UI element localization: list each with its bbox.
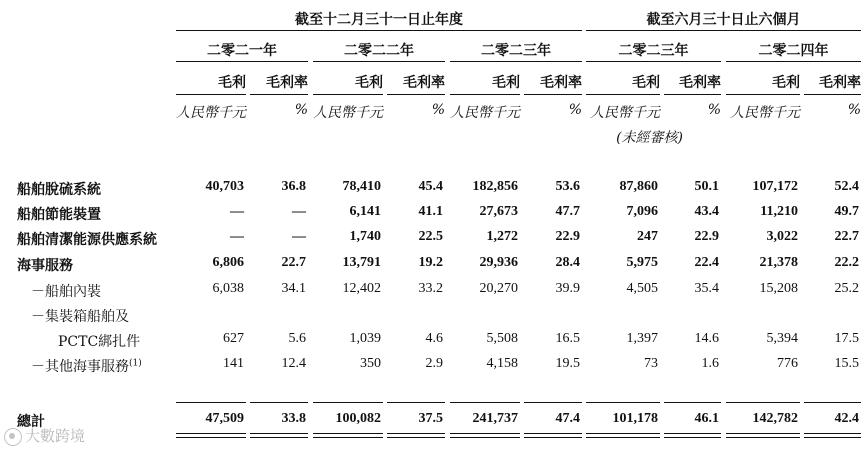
half-year-header-rule — [586, 30, 861, 31]
double-underline — [664, 437, 721, 438]
watermark — [4, 425, 85, 446]
cell-gp-2021: 627 — [223, 331, 244, 346]
gross-profit-header: 毛利 — [772, 75, 800, 91]
double-underline — [586, 437, 660, 438]
total-label: 總計 — [17, 414, 45, 430]
cell-gp-h1-2024: 15,208 — [759, 281, 798, 296]
cell-gp-h1-2023: 87,860 — [619, 179, 658, 194]
gross-margin-header: 毛利率 — [540, 75, 582, 91]
gross-margin-header: 毛利率 — [679, 75, 721, 91]
cell-gp-h1-2023: 7,096 — [626, 204, 658, 219]
double-underline — [450, 433, 520, 434]
cell-gm-h1-2023: 35.4 — [694, 281, 719, 296]
double-underline — [804, 433, 861, 434]
subtotal-rule — [664, 402, 721, 403]
cell-gp-2021: 6,038 — [212, 281, 244, 296]
row-label — [17, 255, 73, 275]
total-gm-2022: 37.5 — [418, 411, 443, 426]
unit-rmb-thousand: 人民幣千元 — [450, 105, 520, 121]
cell-gm-2023: 16.5 — [555, 331, 580, 346]
cell-gm-2021: — — [292, 204, 306, 219]
cell-gp-h1-2023: 4,505 — [626, 281, 658, 296]
metric-rule — [450, 94, 520, 95]
double-underline — [726, 433, 800, 434]
year-rule — [313, 61, 445, 62]
cell-gm-h1-2024: 22.2 — [834, 255, 859, 270]
cell-gm-2022: 45.4 — [418, 179, 443, 194]
subtotal-rule — [586, 402, 660, 403]
cell-gp-2021: — — [230, 229, 244, 244]
cell-gm-h1-2024: 22.7 — [834, 229, 859, 244]
double-underline — [804, 437, 861, 438]
row-label-text: －船舶內裝 — [31, 284, 101, 300]
year-2022-header: 二零二二年 — [344, 43, 414, 59]
half-2023-header: 二零二三年 — [618, 43, 689, 59]
cell-gm-2022: 4.6 — [425, 331, 443, 346]
cell-gm-h1-2024: 25.2 — [834, 281, 859, 296]
double-underline — [524, 433, 582, 434]
gross-profit-header: 毛利 — [632, 75, 660, 91]
cell-gp-2022: 12,402 — [342, 281, 381, 296]
cell-gp-2021: 40,703 — [205, 179, 244, 194]
cell-gm-2021: 12.4 — [281, 356, 306, 371]
row-label — [17, 204, 101, 224]
cell-gm-2023: 19.5 — [555, 356, 580, 371]
subtotal-rule — [726, 402, 800, 403]
cell-gm-h1-2023: 22.9 — [694, 229, 719, 244]
metric-rule — [313, 94, 383, 95]
annual-header-rule — [176, 30, 582, 31]
cell-gp-2022: 1,039 — [349, 331, 381, 346]
total-gp-2023: 241,737 — [472, 411, 518, 426]
cell-gp-h1-2024: 11,210 — [760, 204, 798, 219]
double-underline — [387, 433, 445, 434]
cell-gm-2022: 33.2 — [418, 281, 443, 296]
double-underline — [176, 437, 246, 438]
gross-margin-header: 毛利率 — [266, 75, 308, 91]
cell-gm-2021: 22.7 — [281, 255, 306, 270]
cell-gp-h1-2024: 776 — [777, 356, 798, 371]
unaudited-note: (未經審核) — [616, 130, 683, 146]
double-underline — [387, 437, 445, 438]
unit-percent: % — [294, 102, 308, 118]
cell-gp-2021: — — [230, 204, 244, 219]
cell-gm-h1-2023: 43.4 — [694, 204, 719, 219]
row-label-text: 船舶脫硫系統 — [17, 182, 101, 198]
year-2021-header: 二零二一年 — [207, 43, 277, 59]
total-gp-2022: 100,082 — [335, 411, 381, 426]
cell-gp-h1-2023: 5,975 — [626, 255, 658, 270]
cell-gp-2023: 5,508 — [486, 331, 518, 346]
cell-gp-2022: 350 — [360, 356, 381, 371]
cell-gm-h1-2024: 17.5 — [834, 331, 859, 346]
metric-rule — [664, 94, 721, 95]
unit-rmb-thousand: 人民幣千元 — [590, 105, 660, 121]
cell-gm-h1-2023: 1.6 — [701, 356, 719, 371]
watermark-logo-icon — [4, 428, 22, 446]
cell-gm-2023: 22.9 — [555, 229, 580, 244]
cell-gp-h1-2024: 107,172 — [752, 179, 798, 194]
annual-period-header: 截至十二月三十一日止年度 — [295, 12, 463, 28]
cell-gm-2021: 36.8 — [281, 179, 306, 194]
double-underline — [313, 437, 383, 438]
subtotal-rule — [524, 402, 582, 403]
cell-gm-2022: 19.2 — [418, 255, 443, 270]
cell-gm-2021: — — [292, 229, 306, 244]
cell-gp-h1-2023: 73 — [644, 356, 658, 371]
total-gm-h1-2023: 46.1 — [694, 411, 719, 426]
cell-gp-2023: 29,936 — [479, 255, 518, 270]
metric-rule — [524, 94, 582, 95]
total-gm-h1-2024: 42.4 — [834, 411, 859, 426]
gross-profit-header: 毛利 — [218, 75, 246, 91]
row-label-text: 船舶節能裝置 — [17, 207, 101, 223]
unit-percent: % — [707, 102, 721, 118]
metric-rule — [176, 94, 246, 95]
metric-rule — [586, 94, 660, 95]
metric-rule — [250, 94, 308, 95]
cell-gm-h1-2024: 52.4 — [834, 179, 859, 194]
cell-gp-2021: 141 — [223, 356, 244, 371]
double-underline — [176, 433, 246, 434]
year-rule — [176, 61, 308, 62]
cell-gp-2022: 78,410 — [342, 179, 381, 194]
cell-gp-h1-2023: 1,397 — [626, 331, 658, 346]
cell-gp-2022: 13,791 — [342, 255, 381, 270]
total-gp-2021: 47,509 — [205, 411, 244, 426]
gross-profit-header: 毛利 — [492, 75, 520, 91]
double-underline — [524, 437, 582, 438]
row-label — [58, 331, 140, 351]
cell-gp-2023: 27,673 — [479, 204, 518, 219]
cell-gp-h1-2024: 5,394 — [766, 331, 798, 346]
subtotal-rule — [250, 402, 308, 403]
double-underline — [250, 437, 308, 438]
cell-gm-h1-2023: 14.6 — [694, 331, 719, 346]
year-rule — [586, 61, 721, 62]
double-underline — [450, 437, 520, 438]
cell-gm-2022: 22.5 — [418, 229, 443, 244]
row-label-text: －集裝箱船舶及 — [31, 309, 129, 325]
metric-rule — [726, 94, 800, 95]
cell-gm-2023: 39.9 — [555, 281, 580, 296]
subtotal-rule — [450, 402, 520, 403]
cell-gm-2021: 34.1 — [281, 281, 306, 296]
cell-gp-2023: 20,270 — [479, 281, 518, 296]
double-underline — [664, 433, 721, 434]
cell-gp-h1-2024: 3,022 — [766, 229, 798, 244]
cell-gp-h1-2024: 21,378 — [759, 255, 798, 270]
row-label — [17, 229, 157, 249]
double-underline — [586, 433, 660, 434]
total-gm-2021: 33.8 — [281, 411, 306, 426]
cell-gm-h1-2024: 15.5 — [834, 356, 859, 371]
metric-rule — [804, 94, 861, 95]
row-label-text: －其他海事服務 — [31, 359, 129, 375]
year-2023-header: 二零二三年 — [481, 43, 551, 59]
half-year-period-header: 截至六月三十日止六個月 — [646, 12, 801, 28]
cell-gm-h1-2024: 49.7 — [834, 204, 859, 219]
cell-gm-2023: 28.4 — [555, 255, 580, 270]
gross-profit-header: 毛利 — [355, 75, 383, 91]
footnote-marker: (1) — [129, 358, 142, 369]
double-underline — [313, 433, 383, 434]
double-underline — [250, 433, 308, 434]
unit-rmb-thousand: 人民幣千元 — [730, 105, 800, 121]
total-gp-h1-2024: 142,782 — [752, 411, 798, 426]
cell-gp-2022: 6,141 — [349, 204, 381, 219]
row-label-text: 海事服務 — [17, 258, 73, 274]
total-gm-2023: 47.4 — [555, 411, 580, 426]
subtotal-rule — [387, 402, 445, 403]
cell-gm-2021: 5.6 — [288, 331, 306, 346]
cell-gp-2023: 182,856 — [472, 179, 518, 194]
cell-gm-2023: 47.7 — [555, 204, 580, 219]
watermark-text: 大數跨境 — [25, 427, 86, 445]
row-label — [31, 356, 142, 376]
total-gp-h1-2023: 101,178 — [612, 411, 658, 426]
cell-gm-h1-2023: 50.1 — [694, 179, 719, 194]
row-label-text: PCTC綁扎件 — [58, 334, 141, 350]
cell-gp-h1-2023: 247 — [637, 229, 658, 244]
year-rule — [450, 61, 582, 62]
subtotal-rule — [804, 402, 861, 403]
row-label — [31, 281, 101, 301]
unit-rmb-thousand: 人民幣千元 — [176, 105, 246, 121]
cell-gp-2022: 1,740 — [349, 229, 381, 244]
half-2024-header: 二零二四年 — [758, 43, 829, 59]
row-label-text: 船舶清潔能源供應系統 — [17, 232, 157, 248]
unit-percent: % — [568, 102, 582, 118]
unit-percent: % — [431, 102, 445, 118]
gross-margin-header: 毛利率 — [819, 75, 861, 91]
cell-gp-2023: 1,272 — [486, 229, 518, 244]
cell-gp-2021: 6,806 — [212, 255, 244, 270]
unit-rmb-thousand: 人民幣千元 — [313, 105, 383, 121]
cell-gp-2023: 4,158 — [486, 356, 518, 371]
cell-gm-2022: 2.9 — [425, 356, 443, 371]
cell-gm-2022: 41.1 — [418, 204, 443, 219]
subtotal-rule — [176, 402, 246, 403]
metric-rule — [387, 94, 445, 95]
row-label — [17, 179, 101, 199]
double-underline — [726, 437, 800, 438]
cell-gm-h1-2023: 22.4 — [694, 255, 719, 270]
subtotal-rule — [313, 402, 383, 403]
gross-margin-header: 毛利率 — [403, 75, 445, 91]
unit-percent: % — [847, 102, 861, 118]
cell-gm-2023: 53.6 — [555, 179, 580, 194]
year-rule — [726, 61, 861, 62]
row-label — [31, 306, 129, 326]
